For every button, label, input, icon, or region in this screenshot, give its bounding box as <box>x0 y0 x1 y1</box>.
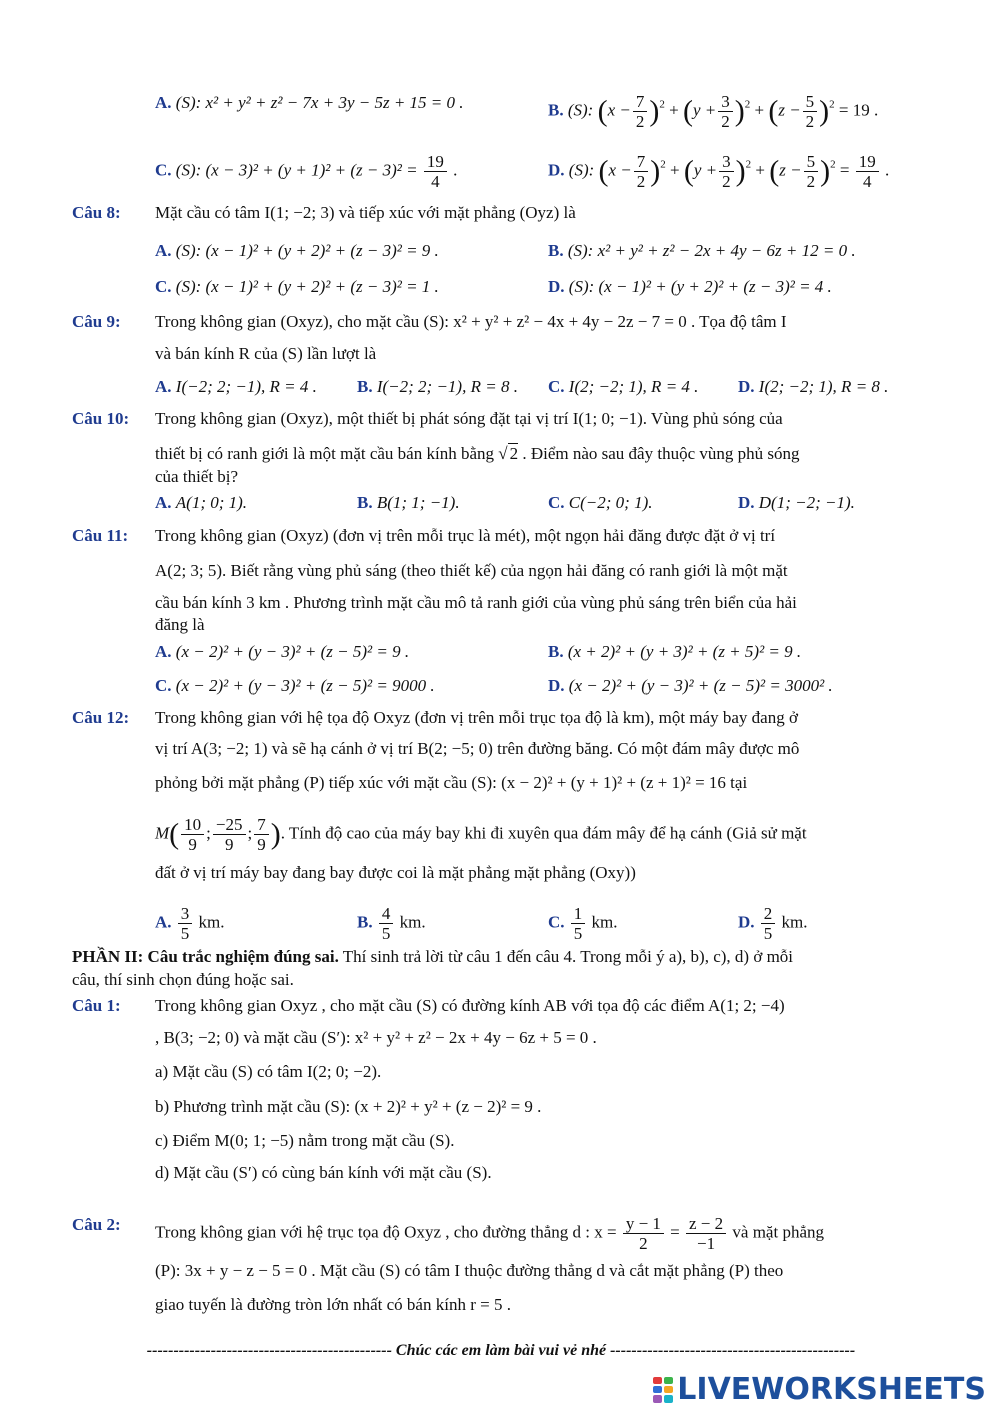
q9-label: Câu 9: <box>72 312 121 331</box>
q7-option-d: D. (S): (x − $\frac{7}{2}$ )$^2$ + (y + $\frac{3}{2}$ )$^2$ + (z − $\frac{5}{2}$ )$^2$ = $\frac{19}{4}$ . <box>548 152 890 191</box>
q10-option-a: A. A(1; 0; 1). <box>155 493 248 512</box>
q11-option-c: C. (x − 2)² + (y − 3)² + (z − 5)² = 9000 . <box>155 676 435 695</box>
q7-option-a: A. (S): x² + y² + z² − 7x + 3y − 5z + 15 = 0 . <box>155 93 464 112</box>
q9-line2: và bán kính R của (S) lần lượt là <box>155 344 377 363</box>
q10-option-b: B. B(1; 1; −1). <box>357 493 460 512</box>
footer-message: ---------------------------------------------- Chúc các em làm bài vui vẻ nhé ---------------------------------------------- <box>146 1342 856 1359</box>
q7-option-c: C. (S): (x − 3)² + (y + 1)² + (z − 3)² = $\frac{19}{4}$ . <box>155 152 458 191</box>
q11-line2: A(2; 3; 5). Biết rằng vùng phủ sáng (theo thiết kế) của ngọn hải đăng có ranh giới là một mặt <box>155 561 788 580</box>
q8-option-d: D. (S): (x − 1)² + (y + 2)² + (z − 3)² = 4 . <box>548 277 832 296</box>
q10-option-d: D. D(1; −2; −1). <box>738 493 855 512</box>
p2q1-statement-a: a) Mặt cầu (S) có tâm I(2; 0; −2). <box>155 1062 382 1081</box>
q12-line3: phỏng bởi mặt phẳng (P) tiếp xúc với mặt cầu (S): (x − 2)² + (y + 1)² + (z + 1)² = 16 tại <box>155 773 748 792</box>
q11-option-a: A. (x − 2)² + (y − 3)² + (z − 5)² = 9 . <box>155 642 410 661</box>
q11-line4: đăng là <box>155 615 205 634</box>
p2q1-statement-b: b) Phương trình mặt cầu (S): (x + 2)² + y² + (z − 2)² = 9 . <box>155 1097 542 1116</box>
part2-heading: PHẦN II: Câu trắc nghiệm đúng sai. Thí sinh trả lời từ câu 1 đến câu 4. Trong mỗi ý a), b), c), d) ở mỗi <box>72 947 794 966</box>
liveworksheets-mark-icon <box>653 1377 673 1403</box>
brand-name: LIVEWORKSHEETS <box>677 1372 986 1407</box>
q10-option-c: C. C(−2; 0; 1). <box>548 493 653 512</box>
p2q2-label: Câu 2: <box>72 1215 121 1234</box>
q8-label: Câu 8: <box>72 203 121 222</box>
q12-line4: M( $\frac{10}{9}$ ; $\frac{-25}{9}$ ; $\frac{7}{9}$ ). Tính độ cao của máy bay khi đi xuyên qua đám mây để hạ cánh (Giả sử mặt <box>155 815 807 854</box>
q12-option-d: D. $\frac{2}{5}$ km. <box>738 904 808 943</box>
q12-option-a: A. $\frac{3}{5}$ km. <box>155 904 225 943</box>
q7-option-b: B. (S): (x − $\frac{7}{2}$ )$^2$ + (y + $\frac{3}{2}$ )$^2$ + (z − $\frac{5}{2}$ )$^2$ = 19 . <box>548 92 879 131</box>
p2q1-line2: , B(3; −2; 0) và mặt cầu (S′): x² + y² + z² − 2x + 4y − 6z + 5 = 0 . <box>155 1028 597 1047</box>
q8-option-a: A. (S): (x − 1)² + (y + 2)² + (z − 3)² = 9 . <box>155 241 439 260</box>
q11-option-d: D. (x − 2)² + (y − 3)² + (z − 5)² = 3000² . <box>548 676 833 695</box>
q12-option-b: B. $\frac{4}{5}$ km. <box>357 904 426 943</box>
q8-text: Mặt cầu có tâm I(1; −2; 3) và tiếp xúc với mặt phẳng (Oyz) là <box>155 203 576 222</box>
q10-line2: thiết bị có ranh giới là một mặt cầu bán kính bằng √ 2 . Điểm nào sau đây thuộc vùng phủ sóng <box>155 444 800 463</box>
p2q1-statement-d: d) Mặt cầu (S′) có cùng bán kính với mặt cầu (S). <box>155 1163 492 1182</box>
p2q1-line1: Trong không gian Oxyz , cho mặt cầu (S) có đường kính AB với tọa độ các điểm A(1; 2; −4) <box>155 996 785 1015</box>
q10-line1: Trong không gian (Oxyz), một thiết bị phát sóng đặt tại vị trí I(1; 0; −1). Vùng phủ sóng của <box>155 409 783 428</box>
q11-line1: Trong không gian (Oxyz) (đơn vị trên mỗi trục là mét), một ngọn hải đăng được đặt ở vị trí <box>155 526 776 545</box>
p2q2-line2: (P): 3x + y − z − 5 = 0 . Mặt cầu (S) có tâm I thuộc đường thẳng d và cắt mặt phẳng (P) theo <box>155 1261 784 1280</box>
liveworksheets-logo <box>653 1372 986 1407</box>
p2q1-statement-c: c) Điểm M(0; 1; −5) nằm trong mặt cầu (S). <box>155 1131 455 1150</box>
q12-line2: vị trí A(3; −2; 1) và sẽ hạ cánh ở vị trí B(2; −5; 0) trên đường băng. Có một đám mây được mô <box>155 739 800 758</box>
q11-option-b: B. (x + 2)² + (y + 3)² + (z + 5)² = 9 . <box>548 642 802 661</box>
q11-line3: cầu bán kính 3 km . Phương trình mặt cầu mô tả ranh giới của vùng phủ sáng trên biển của hải <box>155 593 797 612</box>
q11-label: Câu 11: <box>72 526 129 545</box>
q10-label: Câu 10: <box>72 409 130 428</box>
p2q2-line3: giao tuyến là đường tròn lớn nhất có bán kính r = 5 . <box>155 1295 511 1314</box>
p2q2-line1: Trong không gian với hệ trục tọa độ Oxyz , cho đường thẳng d : x = $\frac{y - 1}{2}$ = $\frac{z - 2}{-1}$ và mặt phẳng <box>155 1214 824 1253</box>
q12-label: Câu 12: <box>72 708 130 727</box>
q8-option-c: C. (S): (x − 1)² + (y + 2)² + (z − 3)² = 1 . <box>155 277 439 296</box>
q9-option-a: A. I(−2; 2; −1), R = 4 . <box>155 377 317 396</box>
q12-option-c: C. $\frac{1}{5}$ km. <box>548 904 618 943</box>
q10-line3: của thiết bị? <box>155 467 239 486</box>
q12-line5: đất ở vị trí máy bay đang bay được coi là mặt phẳng mặt phẳng (Oxy)) <box>155 863 636 882</box>
q9-option-c: C. I(2; −2; 1), R = 4 . <box>548 377 699 396</box>
q12-line1: Trong không gian với hệ tọa độ Oxyz (đơn vị trên mỗi trục tọa độ là km), một máy bay đang ở <box>155 708 798 727</box>
part2-heading-line2: câu, thí sinh chọn đúng hoặc sai. <box>72 970 294 989</box>
q8-option-b: B. (S): x² + y² + z² − 2x + 4y − 6z + 12 = 0 . <box>548 241 856 260</box>
q9-option-d: D. I(2; −2; 1), R = 8 . <box>738 377 889 396</box>
q9-option-b: B. I(−2; 2; −1), R = 8 . <box>357 377 518 396</box>
p2q1-label: Câu 1: <box>72 996 121 1015</box>
q9-line1: Trong không gian (Oxyz), cho mặt cầu (S): x² + y² + z² − 4x + 4y − 2z − 7 = 0 . Tọa độ tâm I <box>155 312 787 331</box>
